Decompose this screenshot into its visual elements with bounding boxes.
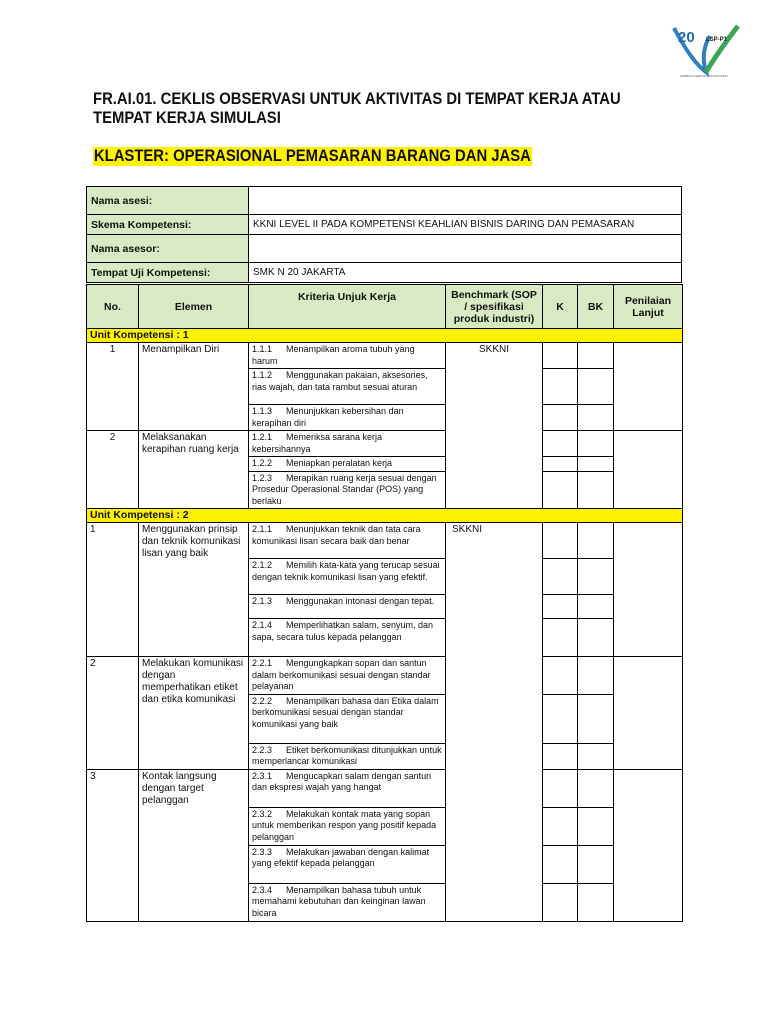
element-name: Kontak langsung dengan target pelanggan <box>139 769 249 921</box>
bk-checkbox[interactable] <box>578 619 614 657</box>
criteria-item: 1.1.2 Menggunakan pakaian, aksesories, rias wajah, dan tata rambut sesuai aturan <box>249 369 446 405</box>
bk-checkbox[interactable] <box>578 845 614 883</box>
criteria-item: 2.1.3 Menggunakan intonasi dengan tepat. <box>249 595 446 619</box>
criteria-item: 2.2.3 Etiket berkomunikasi ditunjukkan untuk memperlancar komunikasi <box>249 743 446 769</box>
criteria-item: 2.3.2 Melakukan kontak mata yang sopan untuk memberikan respon yang positif kepada pelanggan <box>249 807 446 845</box>
nama-asesor-field[interactable] <box>249 235 682 263</box>
klaster-heading: KLASTER: OPERASIONAL PEMASARAN BARANG DAN JASA <box>93 147 531 165</box>
element-name: Menampilkan Diri <box>139 343 249 431</box>
element-name: Menggunakan prinsip dan teknik komunikasi lisan yang baik <box>139 523 249 657</box>
header-penilaian-lanjut: Penilaian Lanjut <box>614 285 683 329</box>
k-checkbox[interactable] <box>543 369 578 405</box>
k-checkbox[interactable] <box>543 883 578 921</box>
element-name: Melakukan komunikasi dengan memperhatikan etiket dan etika komunikasi <box>139 657 249 770</box>
bk-checkbox[interactable] <box>578 743 614 769</box>
header-no: No. <box>87 285 139 329</box>
k-checkbox[interactable] <box>543 619 578 657</box>
criteria-item: 2.1.1 Menunjukkan teknik dan tata cara komunikasi lisan secara baik dan benar <box>249 523 446 559</box>
svg-text:LEMBAGA SERTIFIKASI PROFESI: LEMBAGA SERTIFIKASI PROFESI <box>680 74 728 78</box>
bk-checkbox[interactable] <box>578 457 614 472</box>
element-no: 2 <box>87 431 139 509</box>
bk-checkbox[interactable] <box>578 769 614 807</box>
criteria-item: 2.2.2 Menampilkan bahasa dan Etika dalam berkomunikasi sesuai dengan standar komunikasi yang baik <box>249 694 446 743</box>
k-checkbox[interactable] <box>543 807 578 845</box>
bk-checkbox[interactable] <box>578 657 614 695</box>
header-kuk: Kriteria Unjuk Kerja <box>249 285 446 329</box>
bk-checkbox[interactable] <box>578 694 614 743</box>
criteria-item: 1.2.3 Merapikan ruang kerja sesuai dengan Prosedur Operasional Standar (POS) yang berlaku <box>249 471 446 509</box>
k-checkbox[interactable] <box>543 431 578 457</box>
criteria-item: 2.1.2 Memilih kata-kata yang terucap sesuai dengan teknik komunikasi lisan yang efektif. <box>249 559 446 595</box>
info-table <box>86 186 682 283</box>
nama-asesor-label: Nama asesor: <box>87 235 249 263</box>
element-no: 1 <box>87 523 139 657</box>
svg-text:20: 20 <box>678 29 695 46</box>
skema-value: KKNI LEVEL II PADA KOMPETENSI KEAHLIAN BISNIS DARING DAN PEMASARAN <box>249 215 682 235</box>
header-benchmark: Benchmark (SOP / spesifikasi produk industri) <box>446 285 543 329</box>
criteria-item: 1.2.1 Memeriksa sarana kerja kebersihannya <box>249 431 446 457</box>
nama-asesi-field[interactable] <box>249 187 682 215</box>
criteria-item: 2.2.1 Mengungkapkan sopan dan santun dalam berkomunikasi sesuai dengan standar pelayanan <box>249 657 446 695</box>
k-checkbox[interactable] <box>543 343 578 369</box>
unit-heading: Unit Kompetensi : 1 <box>87 329 683 343</box>
k-checkbox[interactable] <box>543 523 578 559</box>
criteria-item: 1.1.1 Menampilkan aroma tubuh yang harum <box>249 343 446 369</box>
k-checkbox[interactable] <box>543 845 578 883</box>
k-checkbox[interactable] <box>543 769 578 807</box>
k-checkbox[interactable] <box>543 743 578 769</box>
k-checkbox[interactable] <box>543 595 578 619</box>
bk-checkbox[interactable] <box>578 807 614 845</box>
element-no: 3 <box>87 769 139 921</box>
element-name: Melaksanakan kerapihan ruang kerja <box>139 431 249 509</box>
nama-asesi-label: Nama asesi: <box>87 187 249 215</box>
criteria-item: 1.1.3 Menunjukkan kebersihan dan kerapihan diri <box>249 405 446 431</box>
element-no: 1 <box>87 343 139 431</box>
penilaian-lanjut-field[interactable] <box>614 343 683 431</box>
penilaian-lanjut-field[interactable] <box>614 657 683 770</box>
unit-heading: Unit Kompetensi : 2 <box>87 509 683 523</box>
bk-checkbox[interactable] <box>578 595 614 619</box>
criteria-item: 2.1.4 Memperlihatkan salam, senyum, dan sapa, secara tulus kepada pelanggan <box>249 619 446 657</box>
bk-checkbox[interactable] <box>578 343 614 369</box>
k-checkbox[interactable] <box>543 405 578 431</box>
tuk-value: SMK N 20 JAKARTA <box>249 263 682 283</box>
header-bk: BK <box>578 285 614 329</box>
penilaian-lanjut-field[interactable] <box>614 769 683 921</box>
bk-checkbox[interactable] <box>578 471 614 509</box>
k-checkbox[interactable] <box>543 559 578 595</box>
bk-checkbox[interactable] <box>578 405 614 431</box>
skema-label: Skema Kompetensi: <box>87 215 249 235</box>
bk-checkbox[interactable] <box>578 883 614 921</box>
criteria-item: 2.3.1 Mengucapkan salam dengan santun dan ekspresi wajah yang hangat <box>249 769 446 807</box>
bk-checkbox[interactable] <box>578 431 614 457</box>
penilaian-lanjut-field[interactable] <box>614 523 683 657</box>
criteria-item: 1.2.2 Meniapkan peralatan kerja <box>249 457 446 472</box>
element-no: 2 <box>87 657 139 770</box>
k-checkbox[interactable] <box>543 657 578 695</box>
k-checkbox[interactable] <box>543 457 578 472</box>
header-k: K <box>543 285 578 329</box>
tuk-label: Tempat Uji Kompetensi: <box>87 263 249 283</box>
criteria-item: 2.3.4 Menampilkan bahasa tubuh untuk memahami kebutuhan dan keinginan lawan bicara <box>249 883 446 921</box>
bk-checkbox[interactable] <box>578 369 614 405</box>
benchmark-cell: SKKNI <box>446 523 543 922</box>
bk-checkbox[interactable] <box>578 559 614 595</box>
header-elemen: Elemen <box>139 285 249 329</box>
k-checkbox[interactable] <box>543 694 578 743</box>
svg-text:LSP-P1: LSP-P1 <box>706 37 728 43</box>
criteria-item: 2.3.3 Melakukan jawaban dengan kalimat yang efektif kepada pelanggan <box>249 845 446 883</box>
lsp-logo <box>670 22 740 78</box>
k-checkbox[interactable] <box>543 471 578 509</box>
benchmark-cell: SKKNI <box>446 343 543 509</box>
document-title: FR.AI.01. CEKLIS OBSERVASI UNTUK AKTIVITAS DI TEMPAT KERJA ATAU TEMPAT KERJA SIMULASI <box>93 90 621 127</box>
observation-table <box>86 284 683 922</box>
bk-checkbox[interactable] <box>578 523 614 559</box>
penilaian-lanjut-field[interactable] <box>614 431 683 509</box>
